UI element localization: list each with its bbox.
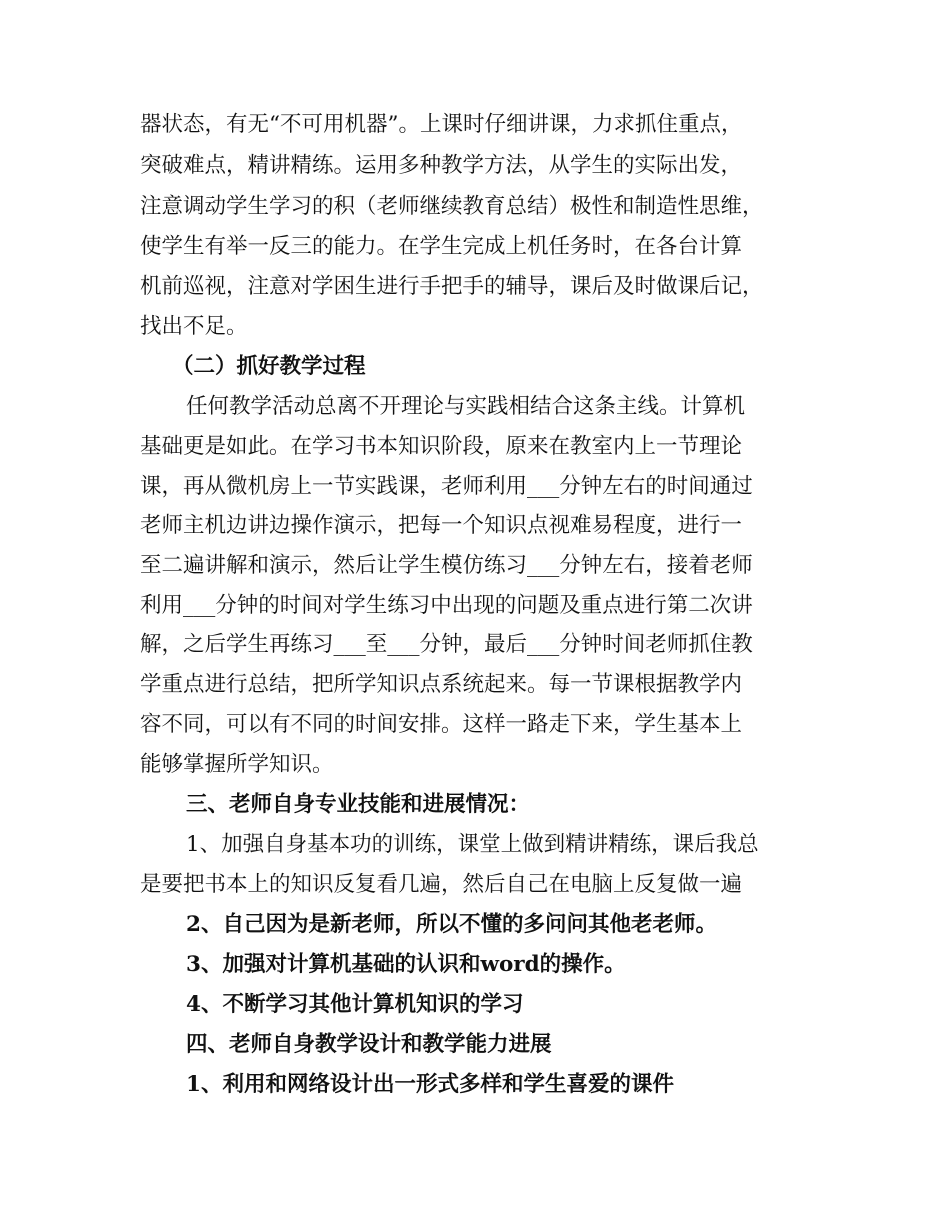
paragraph-line: 突破难点，精讲精练。运用多种教学方法，从学生的实际出发，	[140, 153, 743, 178]
section-heading-3: 三、老师自身专业技能和进展情况：	[186, 792, 531, 817]
paragraph-line: 注意调动学生学习的积（老师继续教育总结）极性和制造性思维，	[140, 194, 764, 219]
list-item: 4、不断学习其他计算机知识的学习	[186, 992, 524, 1017]
paragraph-line: 解，之后学生再练习___至___分钟，最后___分钟时间老师抓住教	[140, 632, 753, 657]
list-item: 3、加强对计算机基础的认识和word的操作。	[186, 952, 626, 977]
paragraph-line: 是要把书本上的知识反复看几遍，然后自己在电脑上反复做一遍	[140, 872, 743, 897]
paragraph-line: 学重点进行总结，把所学知识点系统起来。每一节课根据教学内	[140, 672, 743, 697]
section-heading-2: （二）抓好教学过程	[172, 354, 366, 379]
paragraph-line: 容不同，可以有不同的时间安排。这样一路走下来，学生基本上	[140, 712, 743, 737]
section-heading-4: 四、老师自身教学设计和教学能力进展	[186, 1032, 552, 1057]
list-item: 1、利用和网络设计出一形式多样和学生喜爱的课件	[186, 1072, 674, 1097]
paragraph-line: 机前巡视，注意对学困生进行手把手的辅导，课后及时做课后记，	[140, 274, 764, 299]
paragraph-line: 器状态，有无“不可用机器”。上课时仔细讲课，力求抓住重点，	[140, 112, 743, 137]
paragraph-line: 老师主机边讲边操作演示，把每一个知识点视难易程度，进行一	[140, 513, 743, 538]
paragraph-line: 利用___分钟的时间对学生练习中出现的问题及重点进行第二次讲	[140, 593, 753, 618]
paragraph-line: 找出不足。	[140, 314, 248, 339]
paragraph-line: 至二遍讲解和演示，然后让学生模仿练习___分钟左右，接着老师	[140, 553, 753, 578]
paragraph-line: 任何教学活动总离不开理论与实践相结合这条主线。计算机	[186, 394, 746, 419]
paragraph-line: 使学生有举一反三的能力。在学生完成上机任务时，在各台计算	[140, 234, 743, 259]
paragraph-line: 能够掌握所学知识。	[140, 752, 334, 777]
list-item: 2、自己因为是新老师，所以不懂的多问问其他老老师。	[186, 912, 717, 937]
paragraph-line: 基础更是如此。在学习书本知识阶段，原来在教室内上一节理论	[140, 434, 743, 459]
paragraph-line: 1、加强自身基本功的训练，课堂上做到精讲精练，课后我总	[186, 832, 759, 857]
paragraph-line: 课，再从微机房上一节实践课，老师利用___分钟左右的时间通过	[140, 474, 753, 499]
